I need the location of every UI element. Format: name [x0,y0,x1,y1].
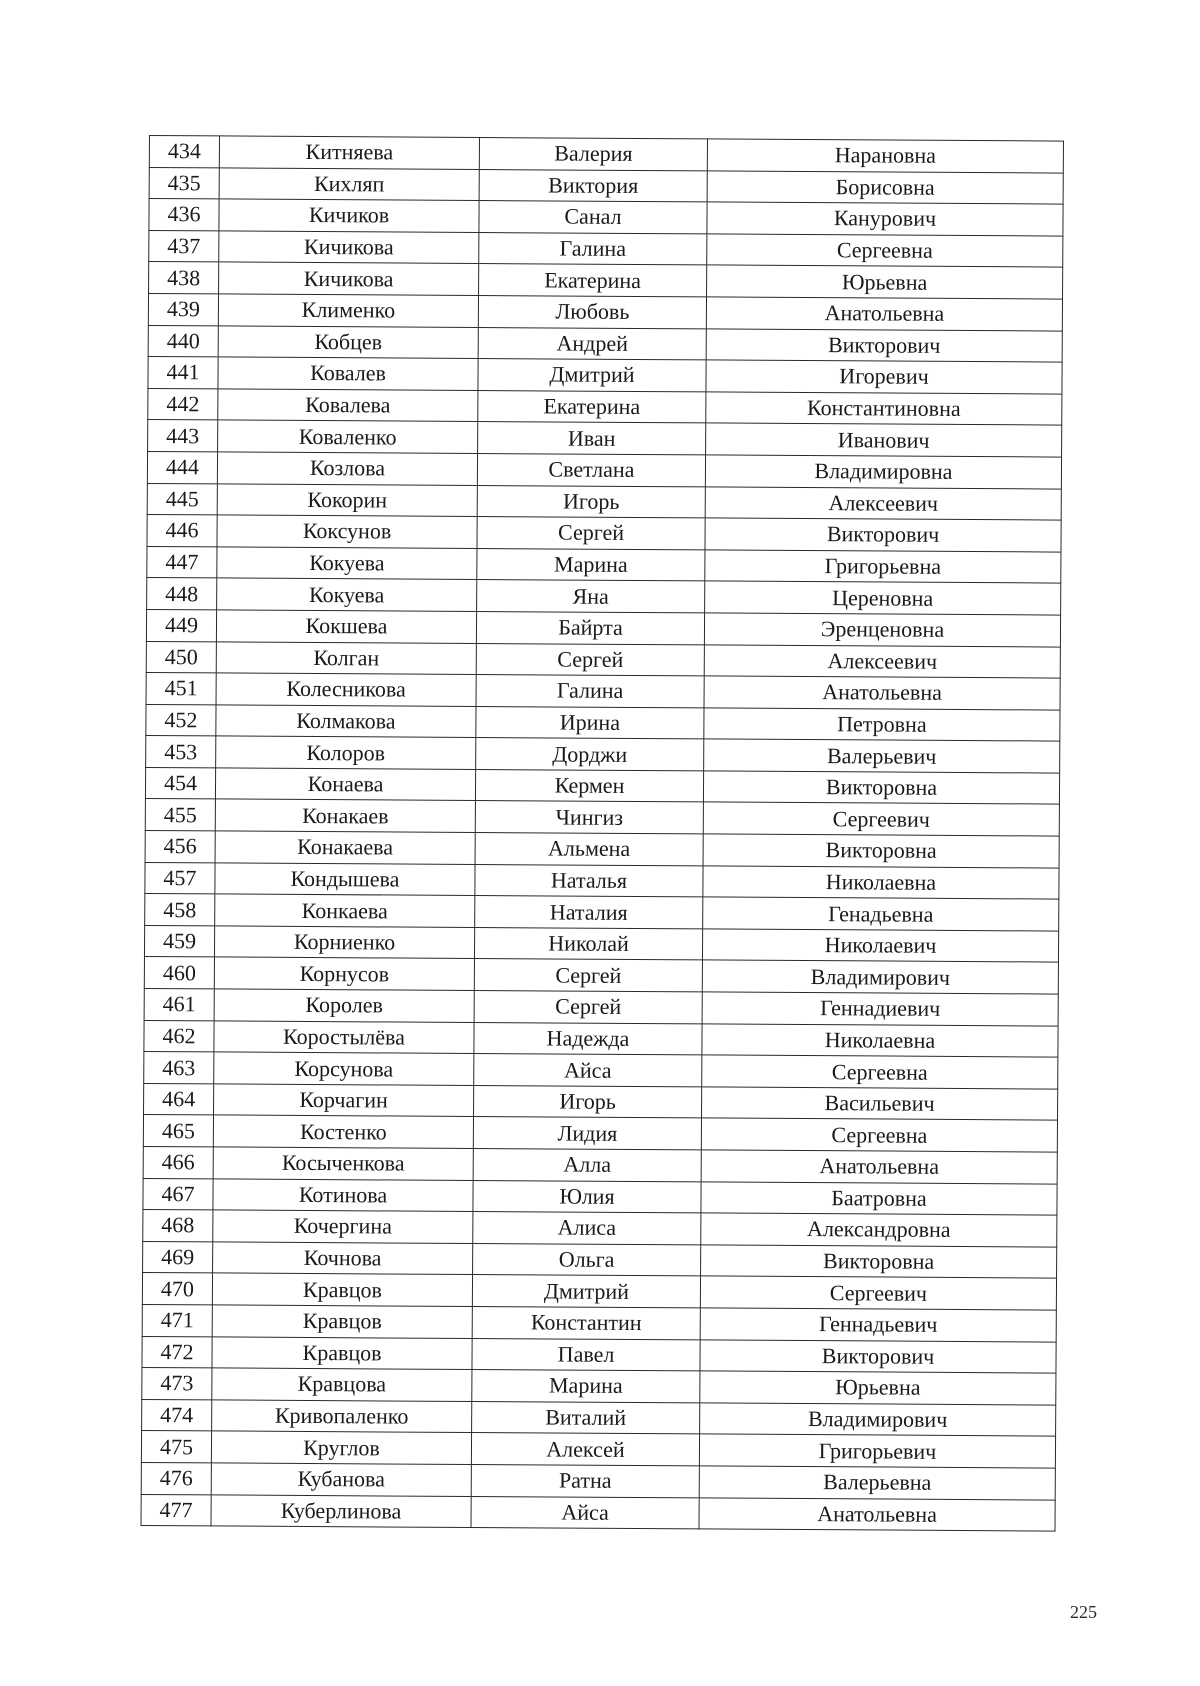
patronymic-cell: Сергеевна [701,1118,1057,1152]
first-name-cell: Любовь [478,295,706,328]
first-name-cell: Айса [474,1054,702,1087]
last-name-cell: Конкаева [215,894,475,927]
last-name-cell: Кубанова [211,1463,471,1496]
row-number-cell: 458 [145,894,215,926]
patronymic-cell: Васильевич [702,1087,1058,1121]
first-name-cell: Игорь [477,485,705,518]
first-name-cell: Сергей [474,991,702,1024]
patronymic-cell: Александровна [701,1213,1057,1247]
last-name-cell: Кокуева [217,578,477,611]
last-name-cell: Китняева [219,136,479,169]
first-name-cell: Павел [472,1338,700,1371]
last-name-cell: Кичикова [219,231,479,264]
row-number-cell: 449 [146,609,216,641]
row-number-cell: 435 [149,167,219,199]
last-name-cell: Кокуева [217,547,477,580]
first-name-cell: Байрта [476,611,704,644]
first-name-cell: Алексей [471,1433,699,1466]
row-number-cell: 473 [142,1368,212,1400]
page-number: 225 [1070,1602,1097,1622]
row-number-cell: 476 [141,1462,211,1494]
first-name-cell: Дмитрий [472,1275,700,1308]
patronymic-cell: Викторовна [703,771,1059,805]
last-name-cell: Круглов [211,1431,471,1464]
row-number-cell: 448 [147,578,217,610]
first-name-cell: Валерия [479,138,707,171]
first-name-cell: Дорджи [476,738,704,771]
patronymic-cell: Сергеевна [702,1055,1058,1089]
row-number-cell: 452 [146,704,216,736]
last-name-cell: Кравцов [212,1305,472,1338]
row-number-cell: 469 [143,1241,213,1273]
first-name-cell: Санал [479,201,707,234]
table-row [141,1494,1055,1531]
row-number-cell: 442 [148,388,218,420]
first-name-cell: Лидия [473,1117,701,1150]
row-number-cell: 454 [145,767,215,799]
patronymic-cell: Викторовна [703,834,1059,868]
patronymic-cell: Константиновна [706,392,1062,426]
patronymic-cell: Владимирович [700,1403,1056,1437]
patronymic-cell: Валерьевич [704,739,1060,773]
row-number-cell: 459 [144,925,214,957]
patronymic-cell: Борисовна [707,171,1063,205]
first-name-cell: Галина [479,232,707,265]
row-number-cell: 453 [146,736,216,768]
last-name-cell: Колган [216,641,476,674]
last-name-cell: Коваленко [218,420,478,453]
first-name-cell: Алиса [473,1212,701,1245]
first-name-cell: Виктория [479,169,707,202]
last-name-cell: Кокшева [216,610,476,643]
row-number-cell: 462 [144,1020,214,1052]
row-number-cell: 436 [149,199,219,231]
row-number-cell: 470 [142,1273,212,1305]
first-name-cell: Иван [478,422,706,455]
patronymic-cell: Григорьевна [705,550,1061,584]
patronymic-cell: Канурович [707,202,1063,236]
patronymic-cell: Петровна [704,708,1060,742]
patronymic-cell: Григорьевич [699,1434,1055,1468]
last-name-cell: Конакаев [215,799,475,832]
patronymic-cell: Игоревич [706,360,1062,394]
last-name-cell: Корсунова [214,1052,474,1085]
last-name-cell: Кихляп [219,168,479,201]
row-number-cell: 472 [142,1336,212,1368]
last-name-cell: Коксунов [217,515,477,548]
row-number-cell: 466 [143,1146,213,1178]
patronymic-cell: Геннадиевич [702,992,1058,1026]
first-name-cell: Андрей [478,327,706,360]
row-number-cell: 467 [143,1178,213,1210]
first-name-cell: Николай [474,927,702,960]
patronymic-cell: Алексеевич [704,644,1060,678]
patronymic-cell: Викторович [706,328,1062,362]
first-name-cell: Светлана [477,453,705,486]
row-number-cell: 440 [148,325,218,357]
patronymic-cell: Эренценовна [704,613,1060,647]
row-number-cell: 475 [141,1431,211,1463]
first-name-cell: Юлия [473,1180,701,1213]
patronymic-cell: Анатольевна [706,297,1062,331]
patronymic-cell: Юрьевна [707,265,1063,299]
row-number-cell: 444 [147,451,217,483]
first-name-cell: Игорь [474,1085,702,1118]
patronymic-cell: Алексеевич [705,486,1061,520]
patronymic-cell: Баатровна [701,1181,1057,1215]
patronymic-cell: Иванович [706,423,1062,457]
row-number-cell: 437 [149,230,219,262]
last-name-cell: Ковалева [218,389,478,422]
row-number-cell: 471 [142,1304,212,1336]
last-name-cell: Королев [214,989,474,1022]
row-number-cell: 461 [144,989,214,1021]
last-name-cell: Кобцев [218,325,478,358]
patronymic-cell: Сергеевич [703,802,1059,836]
first-name-cell: Чингиз [475,801,703,834]
first-name-cell: Наталия [475,896,703,929]
patronymic-cell: Анатольевна [704,676,1060,710]
first-name-cell: Дмитрий [478,359,706,392]
patronymic-cell: Николаевна [702,1024,1058,1058]
first-name-cell: Екатерина [479,264,707,297]
first-name-cell: Сергей [476,643,704,676]
first-name-cell: Марина [477,548,705,581]
first-name-cell: Константин [472,1306,700,1339]
row-number-cell: 438 [149,262,219,294]
first-name-cell: Ольга [473,1243,701,1276]
last-name-cell: Котинова [213,1179,473,1212]
row-number-cell: 465 [143,1115,213,1147]
first-name-cell: Сергей [474,959,702,992]
last-name-cell: Корчагин [214,1084,474,1117]
patronymic-cell: Цереновна [705,581,1061,615]
first-name-cell: Ирина [476,706,704,739]
last-name-cell: Кочнова [213,1242,473,1275]
first-name-cell: Яна [477,580,705,613]
patronymic-cell: Сергеевич [700,1276,1056,1310]
first-name-cell: Айса [471,1496,699,1529]
first-name-cell: Кермен [475,769,703,802]
last-name-cell: Кривопаленко [212,1400,472,1433]
last-name-cell: Кичикова [219,262,479,295]
last-name-cell: Клименко [218,294,478,327]
first-name-cell: Сергей [477,517,705,550]
first-name-cell: Галина [476,675,704,708]
patronymic-cell: Анатольевна [701,1150,1057,1184]
row-number-cell: 451 [146,673,216,705]
last-name-cell: Кравцов [212,1273,472,1306]
patronymic-cell: Генадьевна [703,897,1059,931]
last-name-cell: Корниенко [214,926,474,959]
patronymic-cell: Владимирович [702,960,1058,994]
row-number-cell: 456 [145,831,215,863]
patronymic-cell: Викторович [700,1339,1056,1373]
patronymic-cell: Владимировна [705,455,1061,489]
row-number-cell: 445 [147,483,217,515]
last-name-cell: Кичиков [219,199,479,232]
last-name-cell: Кравцов [212,1336,472,1369]
row-number-cell: 477 [141,1494,211,1526]
first-name-cell: Ратна [471,1464,699,1497]
row-number-cell: 455 [145,799,215,831]
last-name-cell: Костенко [213,1115,473,1148]
first-name-cell: Алла [473,1149,701,1182]
patronymic-cell: Сергеевна [707,234,1063,268]
patronymic-cell: Юрьевна [700,1371,1056,1405]
row-number-cell: 447 [147,546,217,578]
last-name-cell: Кондышева [215,863,475,896]
last-name-cell: Корнусов [214,957,474,990]
last-name-cell: Колесникова [216,673,476,706]
row-number-cell: 446 [147,515,217,547]
patronymic-cell: Нарановна [707,139,1063,173]
last-name-cell: Ковалев [218,357,478,390]
last-name-cell: Кочергина [213,1210,473,1243]
first-name-cell: Наталья [475,864,703,897]
last-name-cell: Колоров [216,736,476,769]
last-name-cell: Конаева [215,768,475,801]
patronymic-cell: Геннадьевич [700,1308,1056,1342]
patronymic-cell: Викторовна [701,1245,1057,1279]
first-name-cell: Надежда [474,1022,702,1055]
last-name-cell: Куберлинова [211,1494,471,1527]
row-number-cell: 468 [143,1210,213,1242]
first-name-cell: Альмена [475,833,703,866]
last-name-cell: Конакаева [215,831,475,864]
last-name-cell: Козлова [217,452,477,485]
patronymic-cell: Николаевич [702,929,1058,963]
last-name-cell: Кокорин [217,483,477,516]
names-table-body [141,136,1063,1532]
patronymic-cell: Анатольевна [699,1497,1055,1531]
patronymic-cell: Валерьевна [699,1466,1055,1500]
row-number-cell: 457 [145,862,215,894]
row-number-cell: 463 [144,1052,214,1084]
last-name-cell: Коростылёва [214,1021,474,1054]
row-number-cell: 450 [146,641,216,673]
patronymic-cell: Николаевна [703,866,1059,900]
row-number-cell: 434 [149,136,219,168]
first-name-cell: Марина [472,1370,700,1403]
row-number-cell: 443 [148,420,218,452]
row-number-cell: 460 [144,957,214,989]
patronymic-cell: Викторович [705,518,1061,552]
first-name-cell: Виталий [472,1401,700,1434]
row-number-cell: 474 [142,1399,212,1431]
row-number-cell: 464 [144,1083,214,1115]
last-name-cell: Кравцова [212,1368,472,1401]
names-table [141,135,1064,1532]
row-number-cell: 441 [148,357,218,389]
first-name-cell: Екатерина [478,390,706,423]
row-number-cell: 439 [148,293,218,325]
last-name-cell: Колмакова [216,705,476,738]
last-name-cell: Косыченкова [213,1147,473,1180]
